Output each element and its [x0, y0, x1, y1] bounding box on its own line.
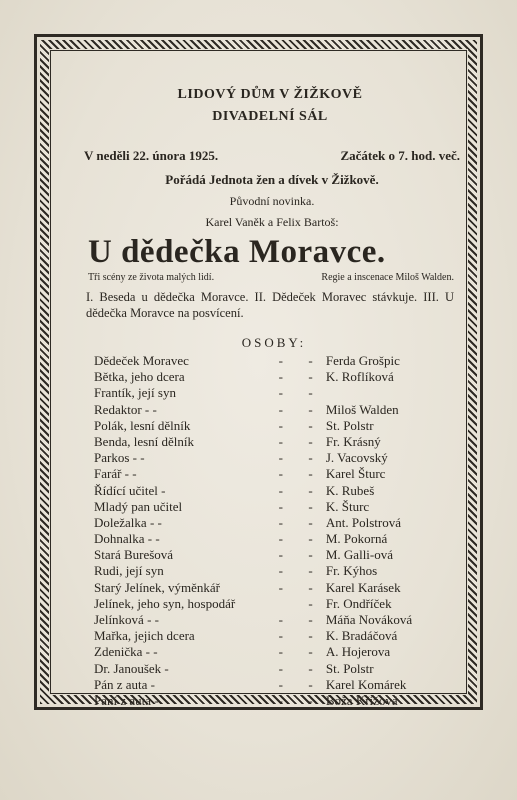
cast-role: Dr. Janoušek -: [94, 660, 169, 676]
cast-heading: OSOBY:: [241, 335, 307, 350]
cast-actor: Ferda Grošpic: [325, 353, 400, 368]
cast-separator: -: [278, 563, 283, 579]
cast-role: Mařka, jejich dcera: [94, 628, 195, 644]
cast-separator: -: [308, 547, 313, 563]
play-title: U dědečka Moravce.: [88, 234, 386, 270]
cast-list: [94, 353, 460, 709]
cast-actor: K. Bradáčová: [325, 628, 398, 644]
cast-actor: A. Hojerova: [325, 644, 391, 660]
cast-actor: K. Roflíková: [325, 369, 394, 385]
cast-separator: -: [278, 514, 283, 530]
cast-separator: -: [278, 385, 283, 401]
cast-role: Stará Burešová: [94, 547, 174, 563]
cast-role: Pán z auta -: [94, 676, 156, 692]
cast-separator: -: [308, 595, 313, 611]
subtitle-line: [88, 272, 454, 283]
cast-row: [94, 483, 460, 499]
playbill-content: [58, 84, 460, 709]
cast-row: [94, 628, 460, 644]
cast-separator: -: [278, 579, 283, 595]
cast-actor: Ant. Polstrová: [325, 514, 401, 530]
cast-separator: -: [308, 385, 313, 401]
cast-role: Starý Jelínek, výměnkář: [94, 579, 220, 595]
cast-role: Farář - -: [94, 466, 137, 482]
cast-row: [94, 693, 460, 709]
cast-row: [94, 644, 460, 660]
cast-separator: -: [308, 417, 313, 433]
cast-actor: J. Vacovský: [325, 450, 388, 466]
cast-actor: Fr. Ondříček: [325, 595, 392, 611]
cast-separator: -: [278, 628, 283, 644]
cast-role: Doležalka - -: [94, 514, 162, 530]
cast-actor: Karel Komárek: [325, 676, 407, 692]
cast-separator: -: [308, 660, 313, 676]
cast-role: Jelínek, jeho syn, hospodář: [94, 595, 236, 611]
cast-role: Polák, lesní dělník: [94, 417, 191, 433]
cast-separator: -: [278, 482, 283, 498]
cast-role: Paní z auta -: [94, 692, 159, 708]
cast-separator: -: [278, 692, 283, 708]
cast-row: [94, 499, 460, 515]
cast-actor: St. Polstr: [325, 417, 374, 433]
cast-separator: -: [308, 676, 313, 692]
cast-row: [94, 515, 460, 531]
cast-role: Frantík, její syn: [94, 385, 176, 401]
cast-separator: -: [278, 498, 283, 514]
cast-separator: -: [278, 433, 283, 449]
date-line: [84, 148, 460, 164]
cast-separator: -: [308, 579, 313, 595]
cast-row: [94, 450, 460, 466]
cast-separator: -: [308, 692, 313, 708]
cast-role: Dědeček Moravec: [94, 353, 189, 368]
cast-separator: -: [278, 612, 283, 627]
cast-separator: -: [308, 369, 313, 385]
cast-actor: Karel Karásek: [325, 579, 401, 595]
start-time: Začátek o 7. hod. več.: [340, 148, 460, 163]
cast-row: [94, 612, 460, 628]
cast-separator: -: [308, 450, 313, 466]
cast-separator: -: [308, 563, 313, 579]
venue-hall: DIVADELNÍ SÁL: [212, 109, 328, 124]
cast-role: Benda, lesní dělník: [94, 433, 195, 449]
cast-separator: -: [278, 369, 283, 385]
scene-list: I. Beseda u dědečka Moravce. II. Dědeček Moravec stávkuje. III. U dědečka Moravce na posvícení.: [86, 290, 454, 320]
cast-actor: [326, 385, 460, 401]
cast-separator: -: [278, 531, 283, 547]
cast-role: Zdenička - -: [94, 644, 158, 660]
cast-separator: -: [278, 547, 283, 563]
cast-separator: -: [308, 401, 313, 417]
cast-separator: -: [278, 450, 283, 466]
cast-separator: -: [308, 628, 313, 644]
cast-actor: K. Šturc: [325, 498, 370, 514]
cast-actor: M. Pokorná: [325, 531, 388, 547]
cast-separator: -: [308, 531, 313, 547]
cast-separator: -: [308, 353, 313, 368]
cast-separator: -: [278, 660, 283, 676]
cast-role: Parkos - -: [94, 450, 145, 466]
cast-role: Řídící učitel -: [94, 482, 166, 498]
cast-actor: Boža Křížová: [325, 692, 398, 708]
cast-separator: -: [308, 466, 313, 482]
cast-separator: -: [278, 676, 283, 692]
cast-separator: -: [278, 401, 283, 417]
organizer: Pořádá Jednota žen a dívek v Žižkově.: [165, 172, 379, 187]
venue-name: LIDOVÝ DŮM V ŽIŽKOVĚ: [177, 87, 363, 102]
performance-date: V neděli 22. února 1925.: [84, 148, 219, 163]
novelty: Původní novinka.: [229, 194, 315, 208]
cast-role: Redaktor - -: [94, 401, 157, 417]
cast-separator: -: [308, 498, 313, 514]
cast-separator: [266, 596, 295, 612]
cast-actor: Fr. Kýhos: [325, 563, 378, 579]
cast-actor: Karel Šturc: [325, 466, 386, 482]
cast-role: Jelínková - -: [94, 612, 159, 627]
cast-row: [94, 385, 460, 401]
cast-row: [94, 677, 460, 693]
cast-actor: St. Polstr: [325, 660, 374, 676]
cast-row: [94, 434, 460, 450]
cast-separator: -: [308, 514, 313, 530]
cast-role: Rudi, její syn: [94, 563, 164, 579]
cast-row: [94, 563, 460, 579]
cast-row: [94, 466, 460, 482]
cast-separator: -: [278, 417, 283, 433]
cast-role: Mladý pan učitel: [94, 498, 183, 514]
cast-role: Bětka, jeho dcera: [94, 369, 185, 385]
cast-separator: -: [278, 466, 283, 482]
cast-separator: -: [308, 482, 313, 498]
cast-row: [94, 596, 460, 612]
cast-row: [94, 369, 460, 385]
cast-actor: Máňa Nováková: [325, 612, 413, 627]
cast-separator: -: [308, 644, 313, 660]
cast-row: [94, 661, 460, 677]
cast-separator: -: [278, 644, 283, 660]
cast-row: [94, 418, 460, 434]
cast-row: [94, 547, 460, 563]
cast-separator: -: [308, 612, 313, 627]
cast-actor: M. Galli-ová: [325, 547, 394, 563]
play-subtitle: Tři scény ze života malých lidí.: [88, 272, 215, 283]
cast-row: [94, 353, 460, 369]
cast-actor: K. Rubeš: [325, 482, 375, 498]
cast-actor: Fr. Krásný: [325, 433, 381, 449]
cast-separator: -: [308, 433, 313, 449]
director-credit: Regie a inscenace Miloš Walden.: [321, 272, 454, 283]
cast-row: [94, 531, 460, 547]
cast-row: [94, 402, 460, 418]
authors: Karel Vaněk a Felix Bartoš:: [205, 215, 339, 229]
cast-row: [94, 580, 460, 596]
cast-actor: Miloš Walden: [325, 401, 399, 417]
cast-role: Dohnalka - -: [94, 531, 160, 547]
cast-separator: -: [278, 353, 283, 368]
